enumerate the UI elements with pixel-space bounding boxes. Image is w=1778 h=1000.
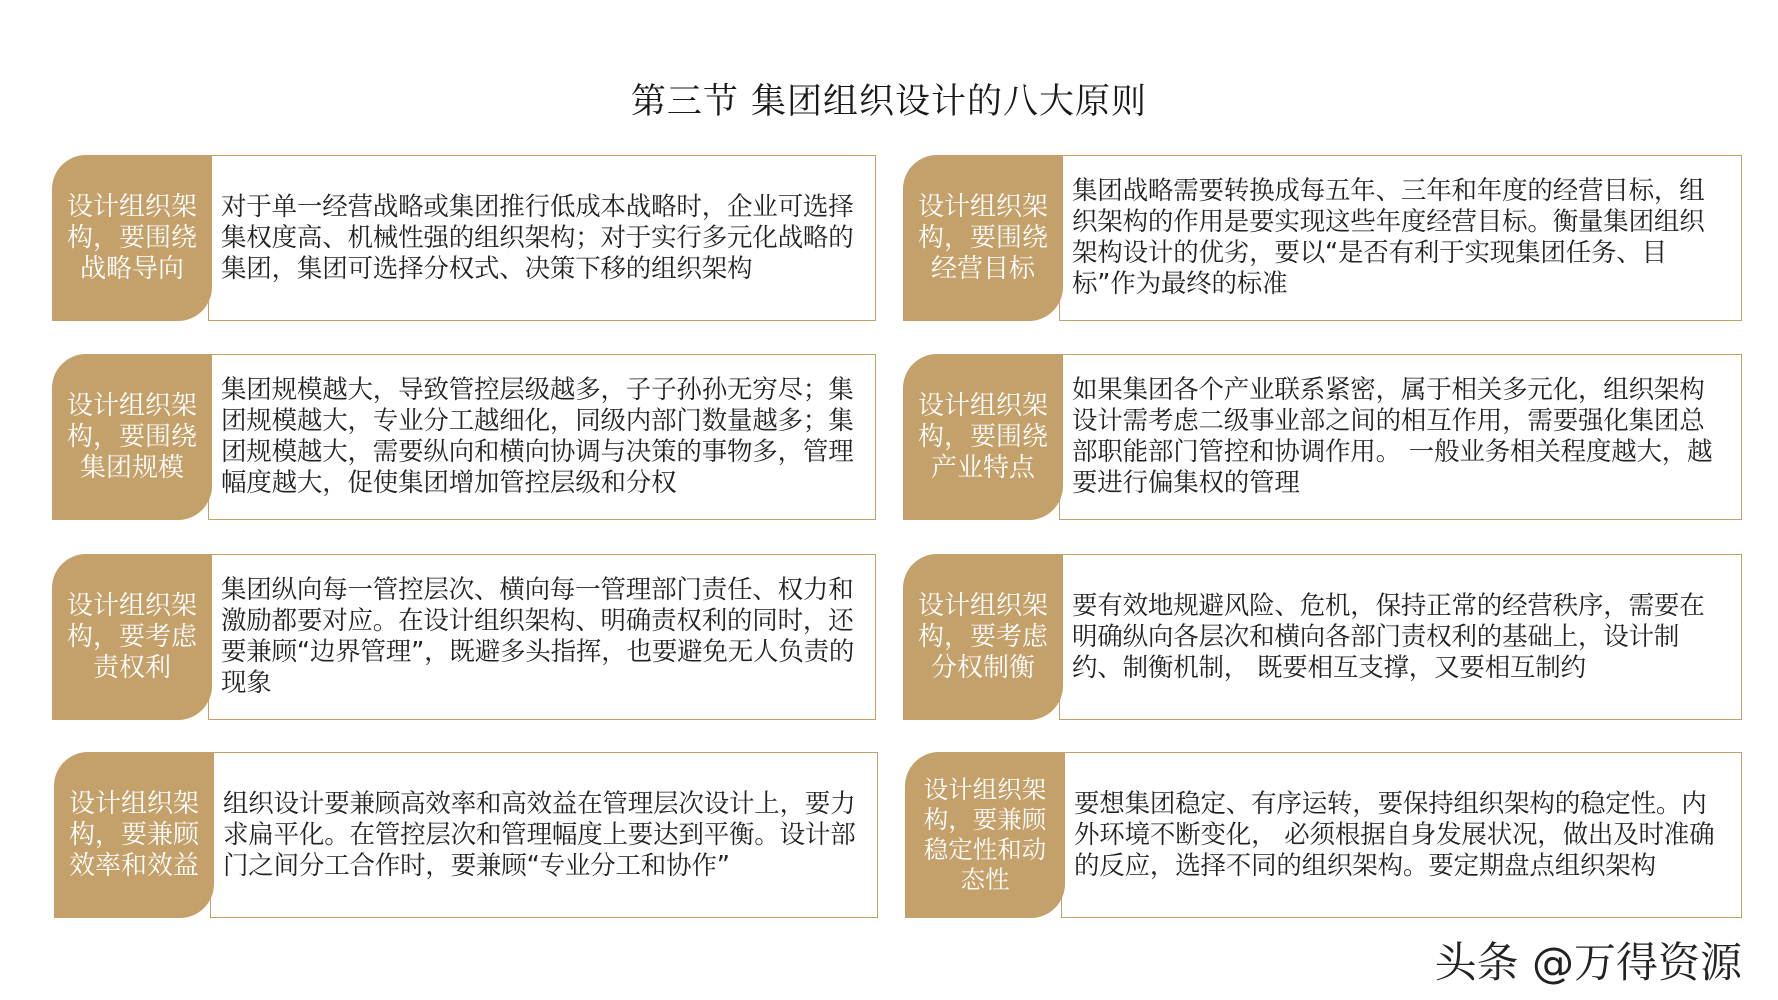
principle-card-business-goals: [903, 155, 1742, 321]
principle-label: 设计组织架构，要考虑分权制衡: [903, 554, 1063, 720]
principle-description: 集团战略需要转换成每五年、三年和年度的经营目标，组织架构的作用是要实现这些年度经营目标。衡量集团组织架构设计的优劣，要以“是否有利于实现集团任务、目标”作为最终的标准: [1072, 176, 1705, 299]
principle-description: 集团规模越大，导致管控层级越多，子子孙孙无穷尽；集团规模越大，专业分工越细化，同级内部门数量越多；集团规模越大，需要纵向和横向协调与决策的事物多，管理幅度越大，促使集团增加管控层级和分权: [221, 375, 854, 498]
principle-description-box: [1059, 554, 1742, 720]
principle-description-box: [1061, 752, 1742, 918]
source-watermark: 头条 @万得资源: [1434, 938, 1742, 987]
principle-description-box: [208, 155, 876, 321]
principle-label: 设计组织架构，要兼顾稳定性和动态性: [905, 752, 1065, 918]
principle-card-industry-features: [903, 354, 1742, 520]
principle-description: 如果集团各个产业联系紧密，属于相关多元化，组织架构设计需考虑二级事业部之间的相互作用，需要强化集团总部职能部门管控和协调作用。 一般业务相关程度越大，越要进行偏集权的管理: [1072, 375, 1713, 498]
principle-description: 对于单一经营战略或集团推行低成本战略时，企业可选择集权度高、机械性强的组织架构；对于实行多元化战略的集团，集团可选择分权式、决策下移的组织架构: [221, 191, 854, 284]
principle-description-box: [208, 554, 876, 720]
principle-label: 设计组织架构，要考虑责权利: [52, 554, 212, 720]
principle-description: 集团纵向每一管控层次、横向每一管理部门责任、权力和激励都要对应。在设计组织架构、明确责权利的同时，还要兼顾“边界管理”，既避多头指挥，也要避免无人负责的现象: [221, 575, 855, 698]
principle-card-efficiency: [54, 752, 878, 918]
page-title: 第三节 集团组织设计的八大原则: [630, 82, 1148, 122]
principle-label: 设计组织架构，要围绕经营目标: [903, 155, 1063, 321]
principle-label: 设计组织架构，要兼顾效率和效益: [54, 752, 214, 918]
principle-description-box: [208, 354, 876, 520]
principle-card-strategy: [52, 155, 876, 321]
principle-card-stability: [905, 752, 1742, 918]
principle-description: 组织设计要兼顾高效率和高效益在管理层次设计上，要力求扁平化。在管控层次和管理幅度上要达到平衡。设计部门之间分工合作时，要兼顾“专业分工和协作”: [223, 788, 856, 881]
principle-label: 设计组织架构，要围绕集团规模: [52, 354, 212, 520]
principle-description: 要有效地规避风险、危机，保持正常的经营秩序，需要在明确纵向各层次和横向各部门责权利的基础上，设计制约、制衡机制， 既要相互支撑，又要相互制约: [1072, 590, 1705, 683]
principle-label: 设计组织架构，要围绕产业特点: [903, 354, 1063, 520]
principle-card-checks-balances: [903, 554, 1742, 720]
principle-label: 设计组织架构，要围绕战略导向: [52, 155, 212, 321]
principle-description-box: [210, 752, 878, 918]
principle-card-group-scale: [52, 354, 876, 520]
principle-description-box: [1059, 155, 1742, 321]
principle-card-responsibility: [52, 554, 876, 720]
principle-description: 要想集团稳定、有序运转，要保持组织架构的稳定性。内外环境不断变化， 必须根据自身发展状况，做出及时准确的反应，选择不同的组织架构。要定期盘点组织架构: [1074, 788, 1715, 881]
principle-description-box: [1059, 354, 1742, 520]
